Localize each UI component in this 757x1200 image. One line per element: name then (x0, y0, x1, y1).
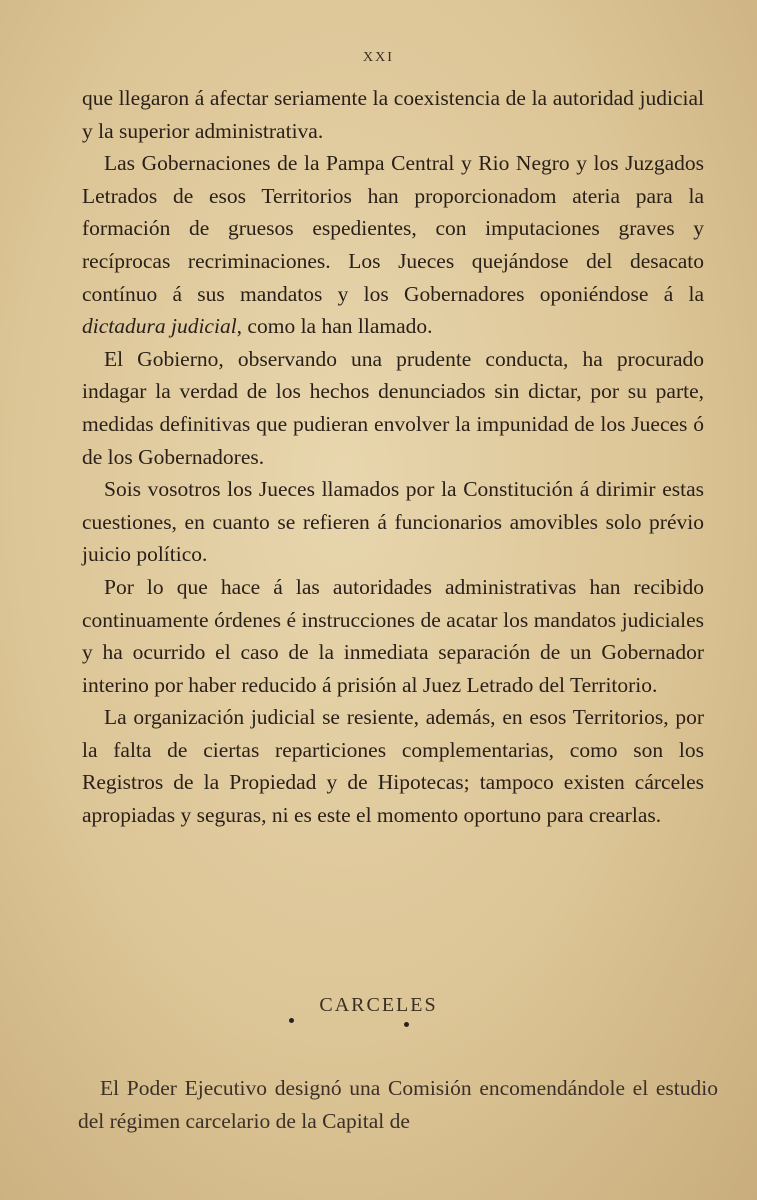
paragraph-2 (82, 147, 704, 343)
ornament-dot-right (404, 1022, 409, 1027)
paragraph-4: Sois vosotros los Jueces llamados por la Constitución á dirimir estas cuestiones, en cuanto se refieren á funcionarios amovibles solo prévio juicio político. (82, 477, 704, 567)
paragraph-2-text: Las Gobernaciones de la Pampa Central y Rio Negro y los Juzgados Letrados de esos Territorios han proporcionadom ateria para la formación de gruesos espedientes, con imputaciones graves y recíprocas recriminaciones. Los Jueces quejándose del desacato contínuo á sus mandatos y los Gobernadores oponiéndose á la (82, 151, 704, 306)
paragraph-2-tail: , como la han llamado. (236, 314, 433, 339)
closing-text (78, 1072, 718, 1138)
paragraph-1: que llegaron á afectar seriamente la coexistencia de la autoridad judicial y la superior administrativa. (82, 86, 704, 143)
page-number: XXI (363, 50, 394, 65)
closing-paragraph: El Poder Ejecutivo designó una Comisión encomendándole el estudio del régimen carcelario de la Capital de (78, 1076, 718, 1133)
paragraph-6: La organización judicial se resiente, además, en esos Territorios, por la falta de ciertas reparticiones complementarias, como son los Registros de la Propiedad y de Hipotecas; tampoco existen cárceles apropiadas y seguras, ni es este el momento oportuno para crearlas. (82, 705, 704, 828)
italic-phrase: dictadura judicial (82, 314, 237, 339)
ornament-dot-left (289, 1018, 294, 1023)
section-title: CARCELES (319, 994, 438, 1016)
paragraph-3: El Gobierno, observando una prudente conducta, ha procurado indagar la verdad de los hechos denunciados sin dictar, por su parte, medidas definitivas que pudieran envolver la impunidad de los Jueces ó de los Gobernadores. (82, 346, 704, 469)
body-text (82, 82, 704, 832)
paragraph-5: Por lo que hace á las autoridades administrativas han recibido continuamente órdenes é instrucciones de acatar los mandatos judiciales y ha ocurrido el caso de la inmediata separación de un Gobernador interino por haber reducido á prisión al Juez Letrado del Territorio. (82, 574, 704, 697)
